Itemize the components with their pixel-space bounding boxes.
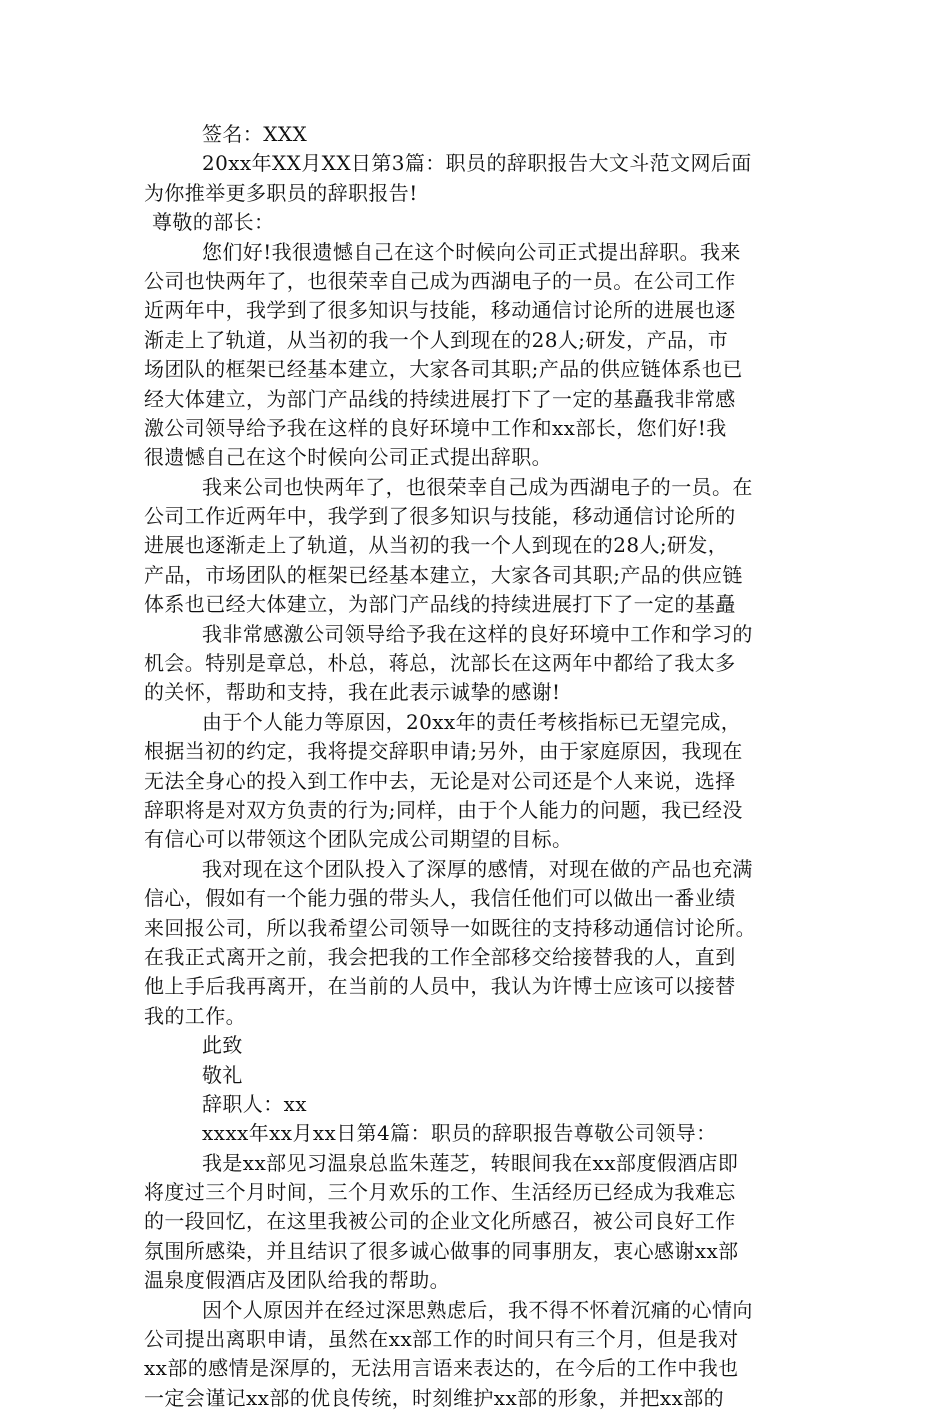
text-line: 近两年中，我学到了很多知识与技能，移动通信讨论所的进展也逐: [144, 298, 736, 323]
text-line: 公司提出离职申请，虽然在xx部工作的时间只有三个月，但是我对: [144, 1327, 739, 1352]
text-line: 的关怀，帮助和支持，我在此表示诚挚的感谢!: [144, 680, 561, 705]
text-line: 我来公司也快两年了，也很荣幸自己成为西湖电子的一员。在: [202, 474, 753, 499]
text-line: 根据当初的约定，我将提交辞职申请;另外，由于家庭原因，我现在: [144, 739, 743, 764]
text-line: 一定会谨记xx部的优良传统，时刻维护xx部的形象，并把xx部的: [144, 1385, 725, 1410]
text-line: 产品，市场团队的框架已经基本建立，大家各司其职;产品的供应链: [144, 562, 743, 587]
text-line: 20xx年XX月XX日第3篇：职员的辞职报告大文斗范文网后面: [202, 151, 752, 176]
text-line: 很遗憾自己在这个时候向公司正式提出辞职。: [144, 445, 552, 470]
document-page: [144, 120, 814, 1413]
text-line: 氛围所感染，并且结识了很多诚心做事的同事朋友，衷心感谢xx部: [144, 1238, 739, 1263]
text-line: 机会。特别是章总，朴总，蒋总，沈部长在这两年中都给了我太多: [144, 651, 736, 676]
text-line: 渐走上了轨道，从当初的我一个人到现在的28人;研发，产品，市: [144, 327, 729, 352]
text-line: xxxx年xx月xx日第4篇：职员的辞职报告尊敬公司领导：: [202, 1121, 717, 1146]
text-line: xx部的感情是深厚的，无法用言语来表达的，在今后的工作中我也: [144, 1356, 739, 1381]
text-line: 场团队的框架已经基本建立，大家各司其职;产品的供应链体系也已: [144, 357, 743, 382]
text-line: 来回报公司，所以我希望公司领导一如既往的支持移动通信讨论所。: [144, 915, 756, 940]
text-line: 无法全身心的投入到工作中去，无论是对公司还是个人来说，选择: [144, 768, 736, 793]
text-line: 此致: [202, 1033, 243, 1058]
text-line: 进展也逐渐走上了轨道，从当初的我一个人到现在的28人;研发，: [144, 533, 729, 558]
text-line: 在我正式离开之前，我会把我的工作全部移交给接替我的人，直到: [144, 944, 736, 969]
text-line: 敬礼: [202, 1062, 243, 1087]
text-line: 有信心可以带领这个团队完成公司期望的目标。: [144, 827, 573, 852]
text-line: 信心，假如有一个能力强的带头人，我信任他们可以做出一番业绩: [144, 886, 736, 911]
text-line: 公司也快两年了，也很荣幸自己成为西湖电子的一员。在公司工作: [144, 268, 736, 293]
text-line: 我的工作。: [144, 1003, 246, 1028]
text-line: 公司工作近两年中，我学到了很多知识与技能，移动通信讨论所的: [144, 504, 736, 529]
text-line: 尊敬的部长：: [152, 210, 275, 235]
text-line: 将度过三个月时间，三个月欢乐的工作、生活经历已经成为我难忘: [144, 1180, 736, 1205]
text-line: 我非常感激公司领导给予我在这样的良好环境中工作和学习的: [202, 621, 753, 646]
text-line: 辞职将是对双方负责的行为;同样，由于个人能力的问题，我已经没: [144, 797, 743, 822]
text-line: 温泉度假酒店及团队给我的帮助。: [144, 1268, 450, 1293]
text-line: 体系也已经大体建立，为部门产品线的持续进展打下了一定的基矗: [144, 592, 736, 617]
text-line: 因个人原因并在经过深思熟虑后，我不得不怀着沉痛的心情向: [202, 1297, 753, 1322]
text-line: 我是xx部见习温泉总监朱莲芝，转眼间我在xx部度假酒店即: [202, 1150, 739, 1175]
text-line: 的一段回忆，在这里我被公司的企业文化所感召，被公司良好工作: [144, 1209, 736, 1234]
text-line: 激公司领导给予我在这样的良好环境中工作和xx部长，您们好!我: [144, 415, 727, 440]
text-line: 由于个人能力等原因，20xx年的责任考核指标已无望完成，: [202, 709, 742, 734]
text-line: 您们好!我很遗憾自己在这个时候向公司正式提出辞职。我来: [202, 239, 741, 264]
text-line: 签名：XXX: [202, 122, 308, 146]
text-line: 他上手后我再离开，在当前的人员中，我认为许博士应该可以接替: [144, 974, 736, 999]
text-line: 经大体建立，为部门产品线的持续进展打下了一定的基矗我非常感: [144, 386, 736, 411]
text-line: 我对现在这个团队投入了深厚的感情，对现在做的产品也充满: [202, 856, 753, 881]
text-line: 为你推举更多职员的辞职报告!: [144, 180, 418, 205]
text-line: 辞职人：xx: [202, 1091, 307, 1116]
